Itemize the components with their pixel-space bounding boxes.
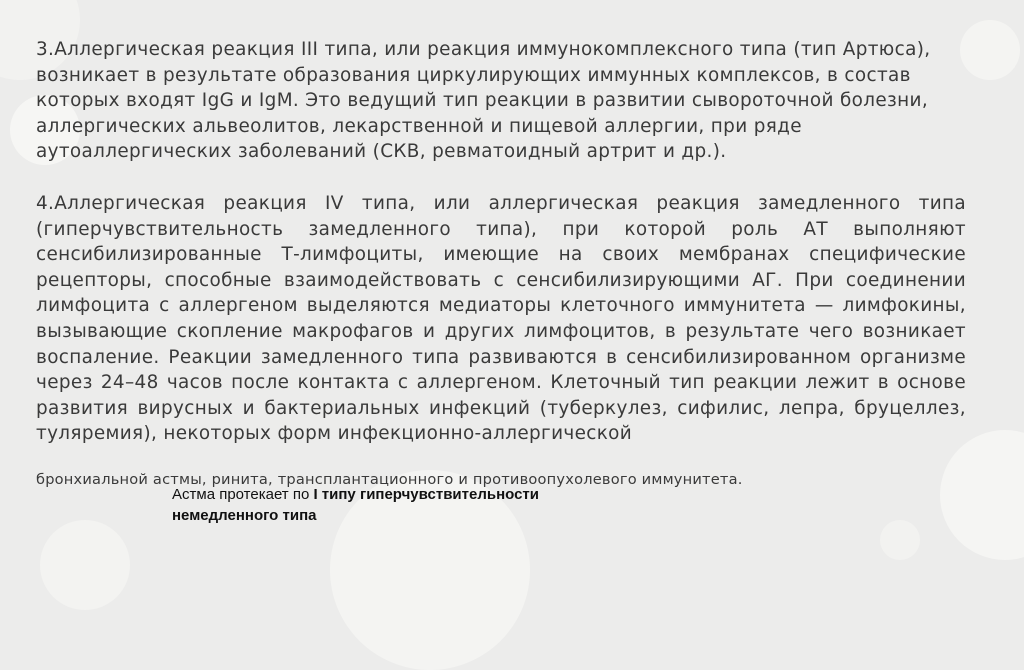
asthma-note [172,484,539,526]
asthma-note-bold-line2: немедленного типа [172,507,317,524]
background-circle [940,430,1024,560]
background-circle [960,20,1020,80]
asthma-note-prefix: Астма протекает по [172,486,314,503]
background-circle [40,520,130,610]
paragraph-type-4-reaction: 4.Аллергическая реакция IV типа, или аллергическая реакция замедленного типа (гиперчувствительность замедленного типа), при которой роль АТ выполняют сенсибилизированные Т-лимфоциты, имеющие на своих мембранах специфические рецепторы, способные взаимодействовать с сенсибилизирующими АГ. При соединении лимфоцита с аллергеном выделяются медиаторы клеточного иммунитета — лимфокины, вызывающие скопление макрофагов и других лимфоцитов, в результате чего возникает воспаление. Реакции замедленного типа развиваются в сенсибилизированном организме через 24–48 часов после контакта с аллергеном. Клеточный тип реакции лежит в основе развития вирусных и бактериальных инфекций (туберкулез, сифилис, лепра, бруцеллез, туляремия), некоторых форм инфекционно-аллергической [36,193,966,445]
asthma-note-bold-line1: I типу гиперчувствительности [313,486,540,503]
paragraph-type-3-reaction: 3.Аллергическая реакция III типа, или реакция иммунокомплексного типа (тип Артюса), возникает в результате образования циркулирующих иммунных комплексов, в состав которых входят IgG и IgM. Это ведущий тип реакции в развитии сывороточной болезни, аллергических альвеолитов, лекарственной и пищевой аллергии, при ряде аутоаллергических заболеваний (СКВ, ревматоидный артрит и др.). [36,39,931,163]
paragraph-type-4-tail: бронхиальной астмы, ринита, трансплантационного и противоопухолевого иммунитета. [36,471,743,488]
background-circle [880,520,920,560]
